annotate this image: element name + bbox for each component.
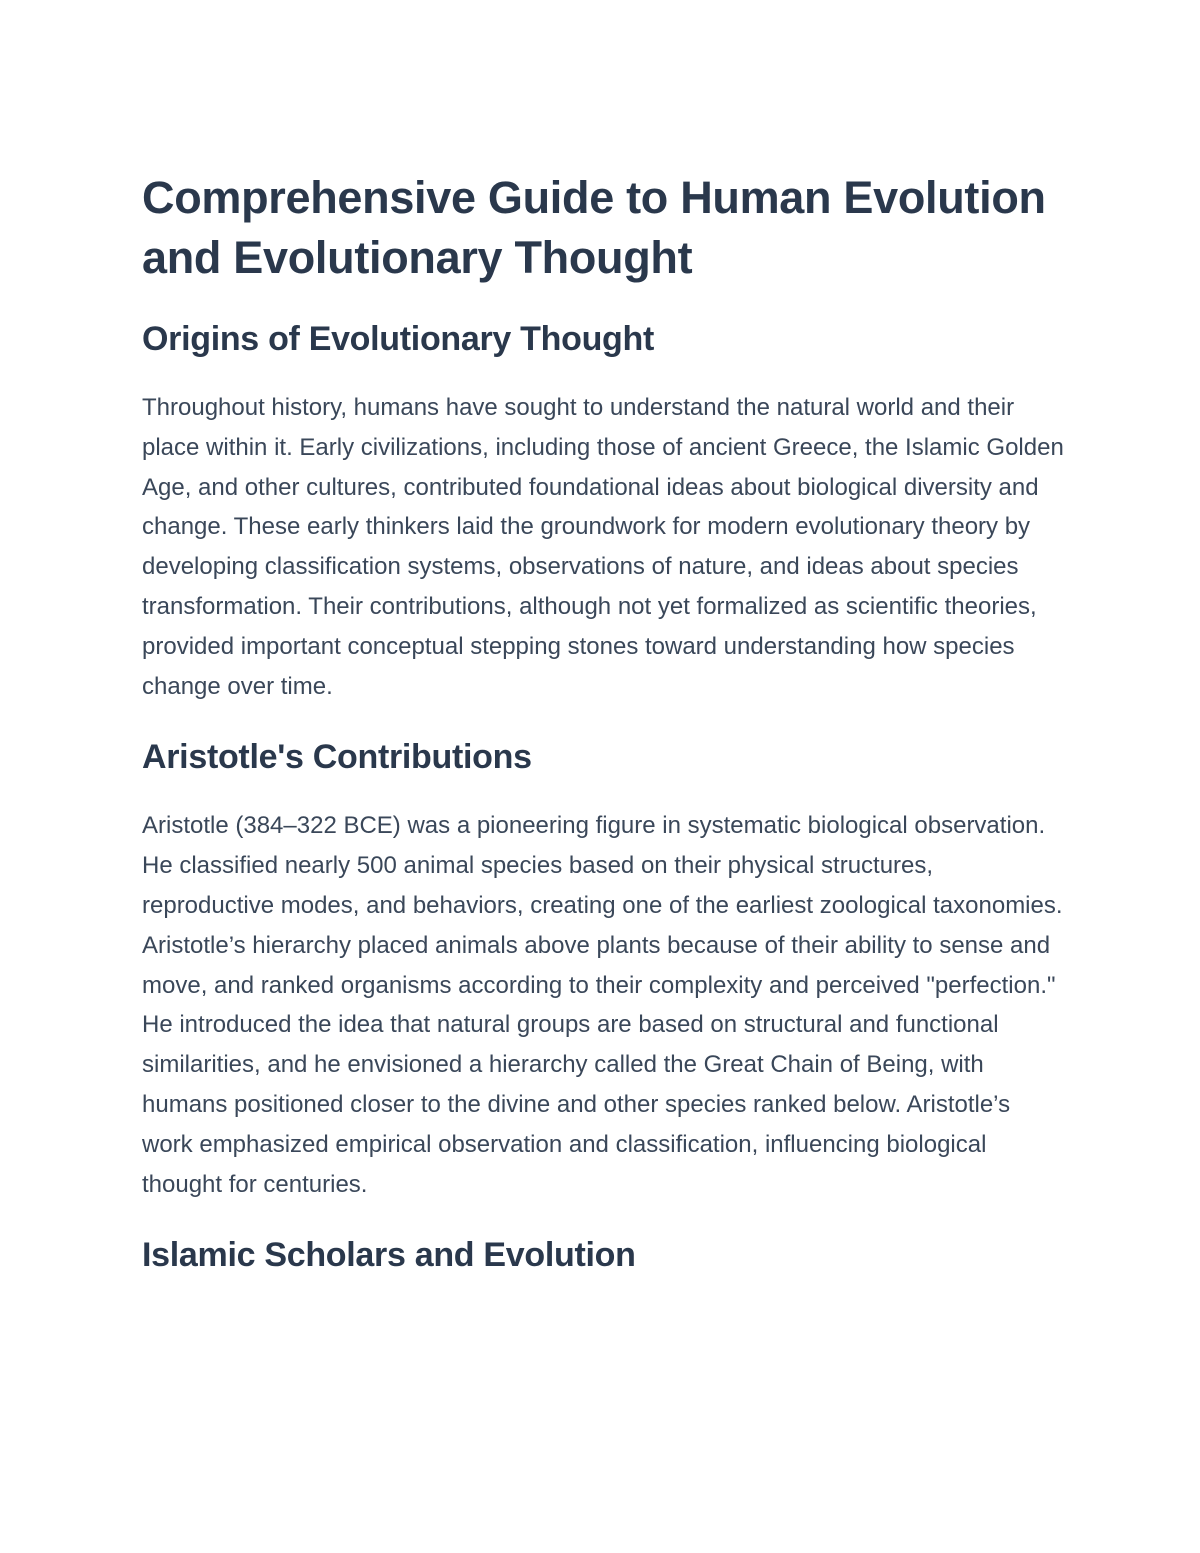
section-body-origins: Throughout history, humans have sought to understand the natural world and their place within it. Early civilizations, including those of ancient Greece, the Islamic Golden Age, and other cultures, contributed foundational ideas about biological diversity and change. These early thinkers laid the groundwork for modern evolutionary theory by developing classification systems, observations of nature, and ideas about species transformation. Their contributions, although not yet formalized as scientific theories, provided important conceptual stepping stones toward understanding how species change over time. xyxy=(142,394,1064,700)
document-content xyxy=(142,168,1067,1276)
section-body-aristotle: Aristotle (384–322 BCE) was a pioneering figure in systematic biological observation. He classified nearly 500 animal species based on their physical structures, reproductive modes, and behaviors, creating one of the earliest zoological taxonomies. Aristotle’s hierarchy placed animals above plants because of their ability to sense and move, and ranked organisms according to their complexity and perceived "perfection." He introduced the idea that natural groups are based on structural and functional similarities, and he envisioned a hierarchy called the Great Chain of Being, with humans positioned closer to the divine and other species ranked below. Aristotle’s work emphasized empirical observation and classification, influencing biological thought for centuries. xyxy=(142,812,1063,1198)
section-heading-origins: Origins of Evolutionary Thought xyxy=(142,320,655,358)
document-title: Comprehensive Guide to Human Evolution and Evolutionary Thought xyxy=(142,172,1046,283)
section-heading-aristotle: Aristotle's Contributions xyxy=(142,738,532,777)
section-heading-islamic-scholars: Islamic Scholars and Evolution xyxy=(142,1236,636,1275)
